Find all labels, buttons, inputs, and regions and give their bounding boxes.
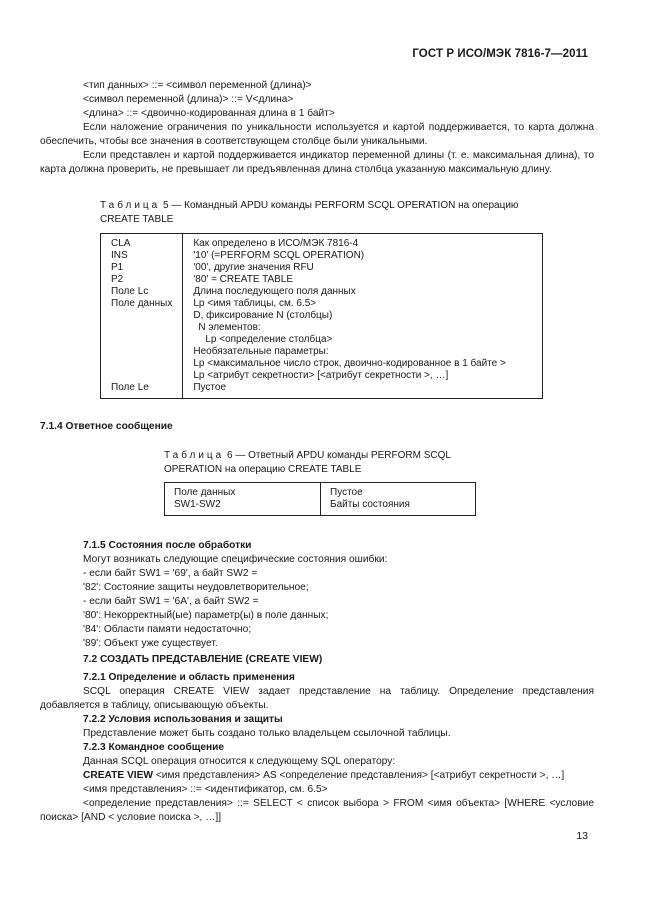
intro-block: [40, 79, 594, 177]
table6-caption-text: 6 — Ответный APDU команды PERFORM SCQL OPERATION на операцию CREATE TABLE: [164, 450, 451, 475]
field-name: P2: [111, 274, 124, 285]
field-name: INS: [111, 250, 128, 261]
section-72: [40, 653, 594, 825]
grammar-line: <определение представления> ::= SELECT < список выбора > FROM <имя объекта> [WHERE <условие поиска> [AND < условие поиска >, …]]: [40, 798, 594, 823]
section-722-heading: 7.2.2 Условия использования и защиты: [83, 714, 283, 725]
field-value: D, фиксирование N (столбцы): [193, 310, 333, 321]
status-line: - если байт SW1 = '6A', а байт SW2 =: [83, 596, 259, 607]
field-value: Как определено в ИСО/МЭК 7816-4: [193, 238, 359, 249]
field-value: Lp <атрибут секретности> [<атрибут секретности >, …]: [193, 370, 449, 381]
page-number: 13: [576, 830, 588, 842]
table5-caption-word: Таблица: [100, 200, 161, 211]
field-name: P1: [111, 262, 124, 273]
status-line: '84': Области памяти недостаточно;: [83, 624, 252, 635]
section-714-heading: 7.1.4 Ответное сообщение: [40, 421, 173, 432]
section-721-text: SCQL операция CREATE VIEW задает представление на таблицу. Определение представления добавляется в таблицу, описывающую объекты.: [40, 686, 594, 711]
field-name: SW1-SW2: [174, 499, 221, 510]
paragraph-uniqueness: Если наложение ограничения по уникальности используется и картой поддерживается, то карта должна обеспечить, чтобы все значения в соответствующем столбце были уникальными.: [40, 122, 594, 147]
field-name: Поле данных: [174, 487, 236, 498]
standard-header: ГОСТ Р ИСО/МЭК 7816-7—2011: [412, 48, 588, 60]
section-72-heading: 7.2 СОЗДАТЬ ПРЕДСТАВЛЕНИЕ (CREATE VIEW): [83, 654, 323, 665]
status-line: - если байт SW1 = '69', а байт SW2 =: [83, 568, 258, 579]
table6-right-column: [321, 483, 476, 516]
table6-left-column: [165, 483, 321, 516]
section-721-heading: 7.2.1 Определение и область применения: [83, 672, 295, 683]
table6-caption: [164, 449, 478, 477]
grammar-line: <имя представления> ::= <идентификатор, см. 6.5>: [83, 784, 328, 795]
paragraph-variable-length: Если представлен и картой поддерживается индикатор переменной длины (т. е. максимальная длина), то карта должна проверить, не превышает ли предъявленная длина столбца указанную максимальную длину.: [40, 150, 594, 175]
create-view-rest: <имя представления> AS <определение представления> [<атрибут секретности >, …]: [153, 770, 565, 781]
field-name: Поле Lc: [111, 286, 149, 297]
section-723-text: Данная SCQL операция относится к следующему SQL оператору:: [83, 756, 396, 767]
field-name: Поле данных: [111, 298, 173, 309]
create-view-statement: [40, 769, 594, 783]
section-715: [40, 539, 594, 651]
field-value: '10' (=PERFORM SCQL OPERATION): [193, 250, 365, 261]
status-line: '80': Некорректный(ые) параметр(ы) в поле данных;: [83, 610, 329, 621]
grammar-line: <длина> ::= <двоично-кодированная длина в 1 байт>: [83, 108, 335, 119]
table5-caption-text: 5 — Командный APDU команды PERFORM SCQL OPERATION на операцию CREATE TABLE: [100, 200, 519, 225]
field-value: N элементов:: [198, 322, 261, 333]
field-value: '00', другие значения RFU: [193, 262, 314, 273]
table6-response-apdu: [164, 482, 476, 516]
field-value: '80' = CREATE TABLE: [193, 274, 294, 285]
section-715-heading: 7.1.5 Состояния после обработки: [83, 540, 252, 551]
status-line: Могут возникать следующие специфические состояния ошибки:: [83, 554, 388, 565]
table5-right-column: [183, 234, 543, 399]
field-value: Lp <определение столбца>: [205, 334, 333, 345]
create-view-keyword: CREATE VIEW: [83, 770, 153, 781]
table5-caption: [100, 199, 543, 227]
grammar-line: <символ переменной (длина)> ::= V<длина>: [83, 94, 294, 105]
field-value: Lp <имя таблицы, см. 6.5>: [193, 298, 317, 309]
field-name: Поле Le: [111, 382, 149, 393]
field-name: CLA: [111, 238, 131, 249]
field-value: Lp <максимальное число строк, двоично-кодированное в 1 байте >: [193, 358, 506, 369]
table5-command-apdu: [100, 233, 543, 399]
section-722-text: Представление может быть создано только владельцем ссылочной таблицы.: [83, 728, 451, 739]
field-value: Пустое: [193, 382, 227, 393]
field-value: Байты состояния: [330, 499, 410, 510]
field-value: Пустое: [330, 487, 363, 498]
table5-left-column: [101, 234, 183, 399]
field-value: Необязательные параметры:: [193, 346, 329, 357]
table6-caption-word: Таблица: [164, 450, 225, 461]
grammar-line: <тип данных> ::= <символ переменной (длина)>: [83, 80, 312, 91]
section-723-heading: 7.2.3 Командное сообщение: [83, 742, 225, 753]
status-line: '82': Состояние защиты неудовлетворительное;: [83, 582, 309, 593]
field-value: Длина последующего поля данных: [193, 286, 356, 297]
status-line: '89': Объект уже существует.: [83, 638, 218, 649]
